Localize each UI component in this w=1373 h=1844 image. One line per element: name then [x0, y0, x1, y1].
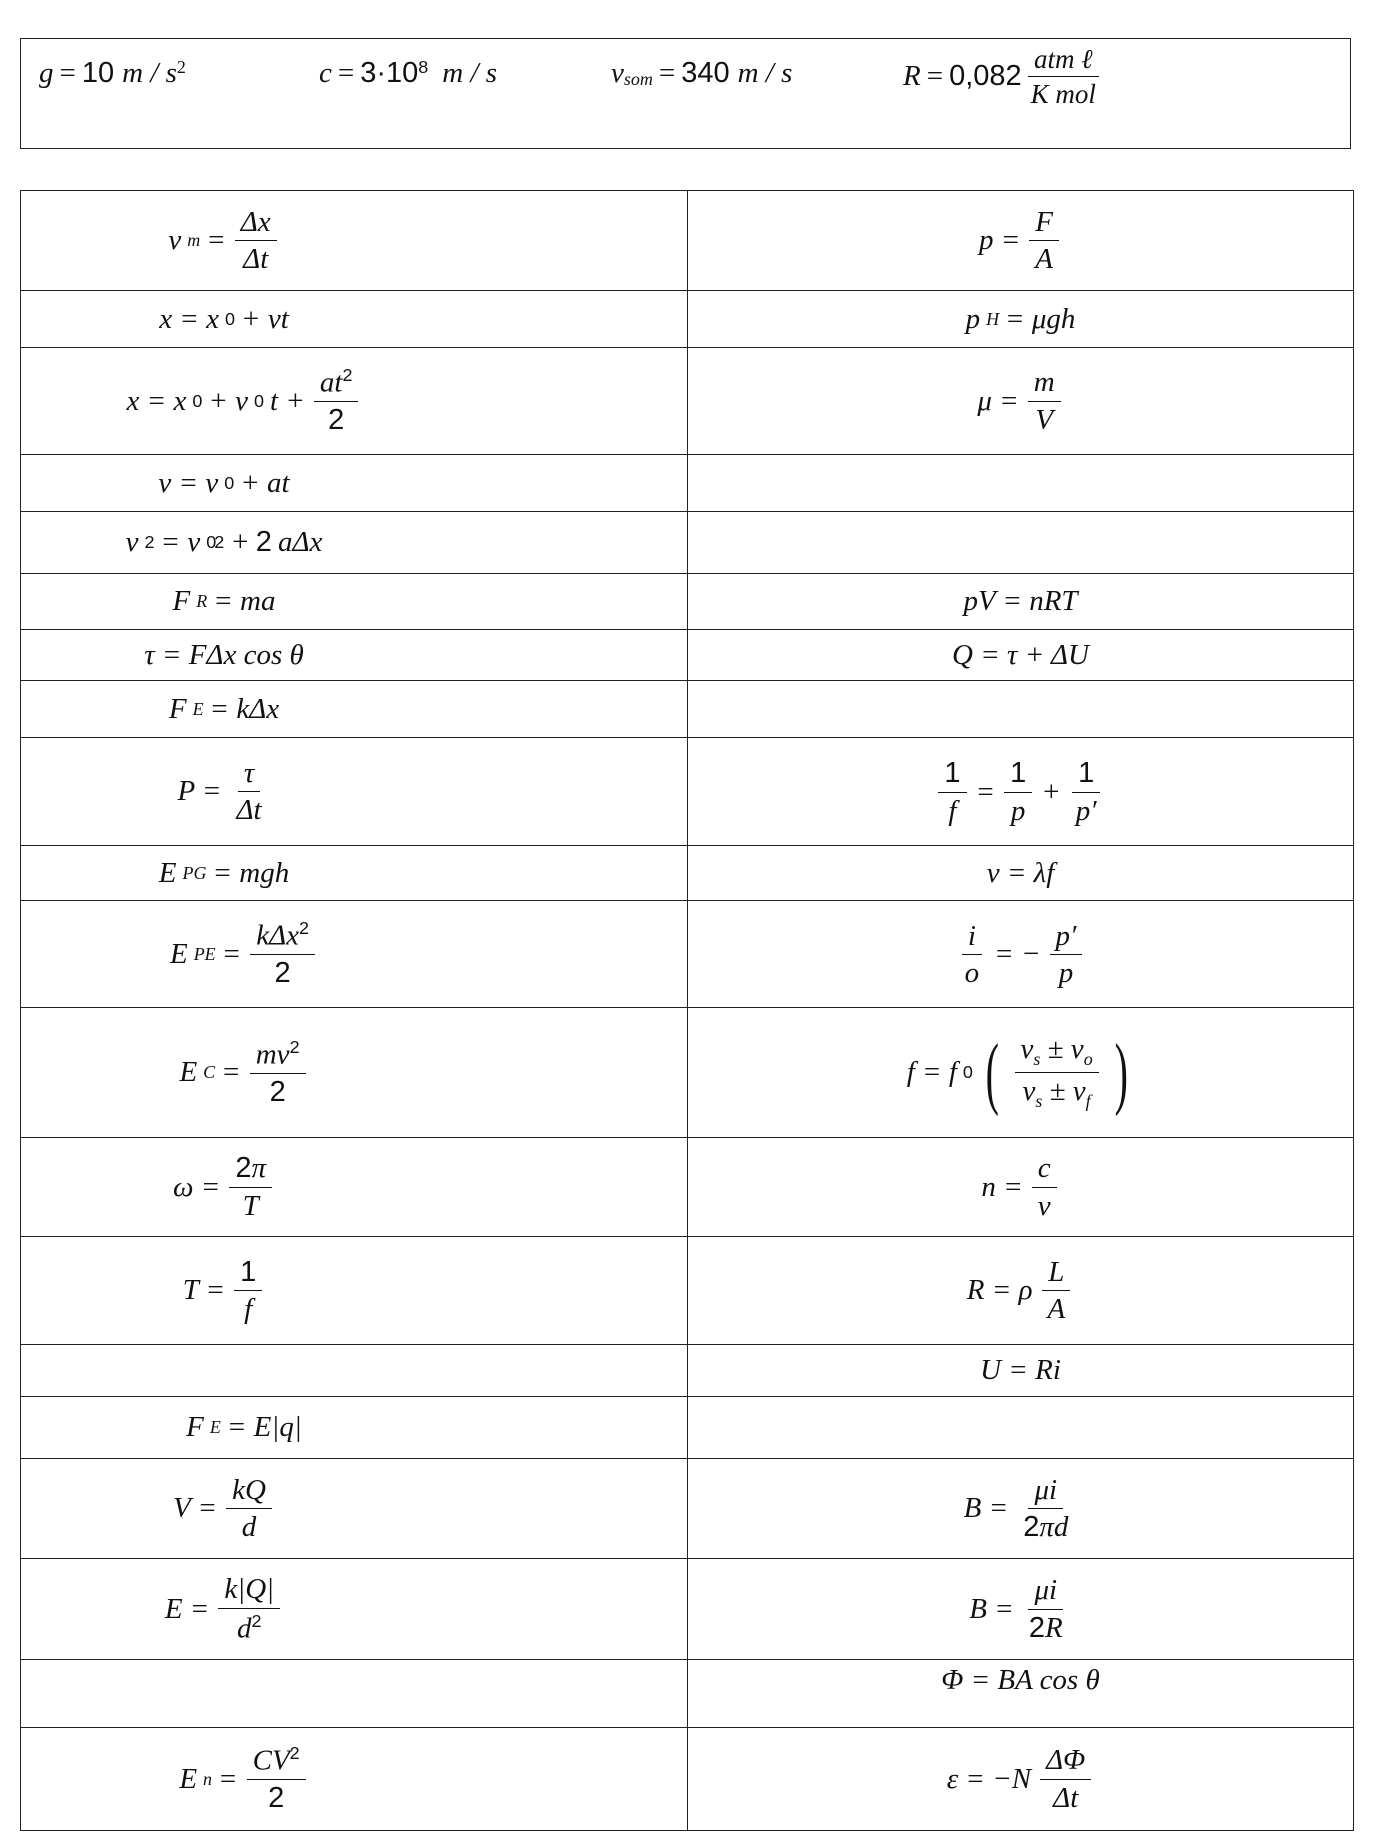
- formula-gravitational-potential-energy: E PG = mgh: [158, 856, 290, 889]
- formula-work: τ = FΔx cos θ: [144, 638, 304, 671]
- formula-cell-left: [21, 1008, 688, 1138]
- table-row: [21, 348, 1354, 455]
- table-row: [21, 681, 1354, 738]
- table-row: [21, 901, 1354, 1008]
- formula-cell-left: [21, 1660, 688, 1728]
- constant-gas: [903, 45, 1105, 109]
- table-row: [21, 1138, 1354, 1237]
- table-row: [21, 1459, 1354, 1559]
- constants-box: [20, 38, 1351, 149]
- formula-cell-left: [21, 1728, 688, 1831]
- formula-cell-right: [688, 1237, 1354, 1345]
- table-row: [21, 1345, 1354, 1397]
- formula-cell-right: [688, 1345, 1354, 1397]
- table-row: [21, 1660, 1354, 1728]
- const-vsom-unit: m / s: [737, 57, 793, 89]
- const-r-unit-den: K mol: [1030, 79, 1096, 110]
- formula-cell-right: [688, 1559, 1354, 1660]
- table-row: [21, 574, 1354, 630]
- table-row: [21, 512, 1354, 574]
- table-row: [21, 630, 1354, 681]
- table-row: [21, 1397, 1354, 1459]
- formula-wave-equation: v = λf: [986, 856, 1055, 889]
- formula-cell-right: [688, 512, 1354, 574]
- const-g-unit: m / s: [122, 57, 177, 89]
- table-row: [21, 291, 1354, 348]
- formula-magnetic-field-wire: B = μi 2πd: [963, 1473, 1069, 1543]
- formula-cell-left: [21, 846, 688, 901]
- formula-cell-left: [21, 191, 688, 291]
- formula-cell-right: [688, 630, 1354, 681]
- formula-cell-right: [688, 191, 1354, 291]
- formula-cell-left: [21, 1237, 688, 1345]
- formula-cell-left: [21, 1345, 688, 1397]
- formula-cell-left: [21, 1138, 688, 1237]
- constant-gravity: [39, 57, 186, 90]
- formula-cell-right: [688, 1138, 1354, 1237]
- table-row: [21, 846, 1354, 901]
- formula-electric-force: F E = E|q|: [186, 1411, 302, 1443]
- formula-cell-right: [688, 291, 1354, 348]
- formula-electric-potential: V = kQ d: [173, 1475, 275, 1543]
- const-vsom-value: 340: [681, 57, 730, 89]
- formula-ohm-law: U = Ri: [980, 1354, 1061, 1386]
- formula-lens-equation: 1 f = 1 p + 1 p′: [935, 758, 1105, 826]
- formula-first-law: Q = τ + ΔU: [952, 638, 1089, 671]
- formula-ideal-gas: pV = nRT: [963, 585, 1078, 617]
- formula-cell-right: [688, 846, 1354, 901]
- formula-cell-right: [688, 1728, 1354, 1831]
- formula-cell-right: [688, 681, 1354, 738]
- formula-cell-left: [21, 291, 688, 348]
- formula-cell-right: [688, 901, 1354, 1008]
- const-c-mantissa: 3·10: [360, 57, 419, 89]
- const-vsom-sub: som: [623, 69, 653, 89]
- formula-cell-right: [688, 348, 1354, 455]
- formula-uniform-motion: x = x 0 + vt: [159, 302, 289, 335]
- formula-torricelli: v 2 = v 0 2 + 2 aΔx: [125, 526, 323, 558]
- formula-elastic-potential-energy: E PE = kΔx$^2$ 2: [170, 919, 318, 989]
- const-r-unit-fraction: [1025, 45, 1102, 109]
- formula-period: T = 1 f: [183, 1257, 266, 1325]
- formula-cell-right: [688, 738, 1354, 846]
- formula-cell-left: [21, 574, 688, 630]
- formula-electric-field: E = k|Q| $d^2$: [165, 1574, 283, 1644]
- formula-density: μ = m V: [977, 367, 1063, 435]
- formula-doppler: f = f 0 ( $v_s \pm v_o$ $v_s \pm v_f$ ): [906, 1028, 1128, 1117]
- formula-cell-left: [21, 681, 688, 738]
- const-r-unit-num: atm ℓ: [1028, 45, 1099, 77]
- constant-sound-speed: [611, 57, 792, 90]
- table-row: [21, 1728, 1354, 1831]
- formula-table: [20, 190, 1354, 1831]
- const-g-unit-exp: 2: [176, 57, 186, 77]
- table-row: [21, 191, 1354, 291]
- formula-resistance: R = ρ L A: [967, 1257, 1074, 1325]
- formula-cell-left: [21, 348, 688, 455]
- constant-light-speed: [319, 57, 497, 90]
- formula-cell-left: [21, 630, 688, 681]
- formula-elastic-force: F E = kΔx: [168, 692, 280, 725]
- formula-cell-right: [688, 1008, 1354, 1138]
- formula-cell-left: [21, 1559, 688, 1660]
- formula-cell-left: [21, 1459, 688, 1559]
- const-c-unit: m / s: [442, 57, 498, 89]
- formula-power: P = τ Δt: [177, 756, 262, 826]
- table-row: [21, 1008, 1354, 1138]
- const-g-equals: =: [59, 57, 76, 89]
- const-g-symbol: g: [39, 57, 54, 89]
- formula-cell-left: [21, 1397, 688, 1459]
- formula-cell-left: [21, 512, 688, 574]
- const-vsom-symbol: v: [611, 57, 624, 89]
- formula-magnetic-field-loop: B = μi 2R: [969, 1574, 1063, 1644]
- formula-refractive-index: n = c v: [981, 1153, 1059, 1221]
- formula-velocity-time: v = v 0 + at: [158, 466, 290, 499]
- table-row: [21, 455, 1354, 512]
- const-c-equals: =: [337, 57, 355, 89]
- const-vsom-equals: =: [658, 57, 676, 89]
- table-row: [21, 1559, 1354, 1660]
- table-row: [21, 1237, 1354, 1345]
- const-r-equals: =: [926, 60, 944, 93]
- formula-newton-second-law: F R = ma: [172, 585, 276, 617]
- formula-magnetic-flux: Φ = BA cos θ: [941, 1664, 1100, 1696]
- const-c-exponent: 8: [418, 57, 429, 77]
- formula-cell-right: [688, 455, 1354, 512]
- formula-average-velocity: v m = Δx Δt: [168, 207, 279, 275]
- formula-capacitor-energy: E n = $CV^2$ 2: [179, 1744, 308, 1814]
- formula-faraday-law: ε = −N ΔΦ Δt: [947, 1745, 1095, 1813]
- formula-cell-right: [688, 1397, 1354, 1459]
- formula-pressure: p = F A: [979, 207, 1062, 275]
- const-r-value: 0,082: [949, 60, 1022, 93]
- formula-cell-right: [688, 1660, 1354, 1728]
- formula-magnification: i o = − p′ p: [956, 921, 1086, 989]
- formula-kinetic-energy: E C = $mv^2$ 2: [179, 1038, 308, 1108]
- const-c-symbol: c: [319, 57, 332, 89]
- formula-angular-velocity: ω = 2π T: [173, 1153, 275, 1221]
- formula-cell-left: [21, 738, 688, 846]
- formula-cell-right: [688, 574, 1354, 630]
- formula-cell-left: [21, 901, 688, 1008]
- const-r-symbol: R: [903, 60, 921, 93]
- formula-accelerated-motion: x = x 0 + v 0 t + $at^2$ 2: [127, 366, 362, 436]
- formula-hydrostatic-pressure: p H = μgh: [965, 302, 1076, 335]
- formula-cell-right: [688, 1459, 1354, 1559]
- table-row: [21, 738, 1354, 846]
- formula-cell-left: [21, 455, 688, 512]
- const-g-value: 10: [81, 57, 115, 89]
